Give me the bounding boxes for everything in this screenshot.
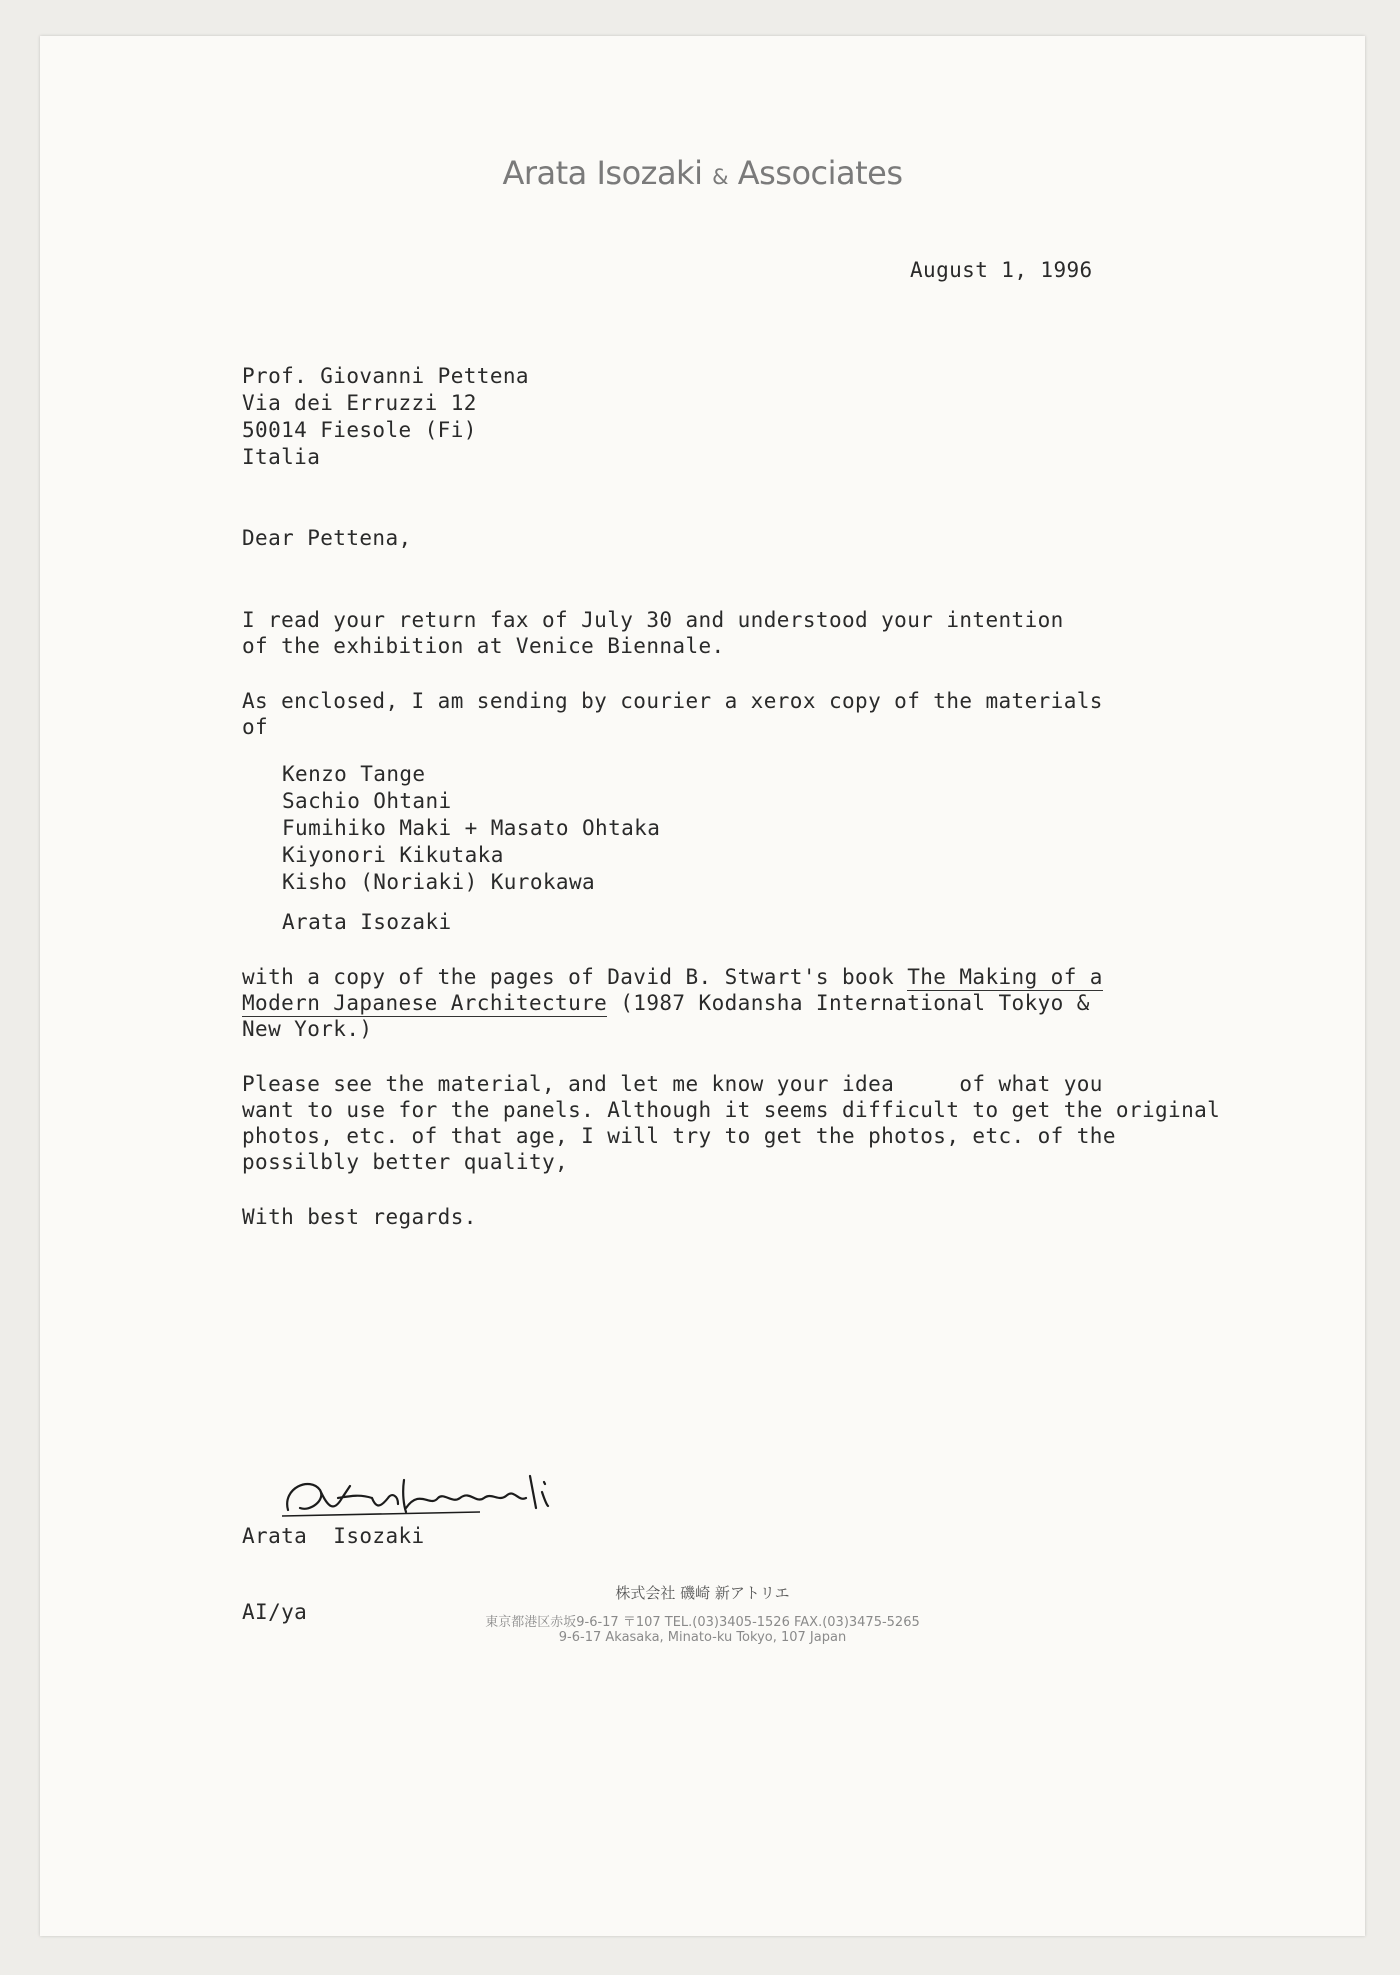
- text-segment: (1987 Kodansha International Tokyo &: [607, 991, 1090, 1015]
- text-line: of: [242, 715, 269, 739]
- text-line: want to use for the panels. Although it seems difficult to get the original: [242, 1098, 1221, 1122]
- footer-address-jp: 東京都港区赤坂9-6-17 〒107 TEL.(03)3405-1526 FAX.(03)3475-5265: [485, 1615, 920, 1630]
- list-item: Sachio Ohtani: [282, 789, 452, 813]
- list-item: Fumihiko Maki + Masato Ohtaka: [282, 816, 661, 840]
- salutation: Dear Pettena,: [242, 526, 412, 550]
- text-line: As enclosed, I am sending by courier a xerox copy of the materials: [242, 689, 1103, 713]
- address-line: 50014 Fiesole (Fi): [242, 418, 477, 442]
- signature-image: [280, 1468, 640, 1528]
- letterhead-name: Arata Isozaki: [502, 154, 703, 192]
- text-line: [242, 989, 1090, 1017]
- reference-initials: AI/ya: [242, 1600, 308, 1624]
- footer-company-jp: 株式会社 磯崎 新アトリエ: [615, 1584, 790, 1602]
- text-line: New York.): [242, 1017, 373, 1041]
- address-line: Via dei Erruzzi 12: [242, 391, 477, 415]
- list-item: Arata Isozaki: [282, 910, 452, 934]
- text-line: of the exhibition at Venice Biennale.: [242, 634, 725, 658]
- list-item: Kisho (Noriaki) Kurokawa: [282, 870, 596, 894]
- text-line: possilbly better quality,: [242, 1150, 569, 1174]
- letterhead-ampersand: &: [712, 165, 729, 189]
- address-line: Prof. Giovanni Pettena: [242, 364, 529, 388]
- text-line: [242, 963, 1103, 991]
- book-title-underlined: Modern Japanese Architecture: [242, 991, 608, 1015]
- text-line: I read your return fax of July 30 and understood your intention: [242, 608, 1064, 632]
- letter-page: [40, 36, 1365, 1936]
- address-line: Italia: [242, 445, 321, 469]
- signer-name: Arata Isozaki: [242, 1524, 425, 1548]
- footer-address-en: 9-6-17 Akasaka, Minato-ku Tokyo, 107 Japan: [558, 1630, 847, 1645]
- closing: With best regards.: [242, 1205, 477, 1229]
- letterhead-associates: Associates: [737, 154, 903, 192]
- list-item: Kiyonori Kikutaka: [282, 843, 504, 867]
- letter-date: August 1, 1996: [910, 258, 1093, 282]
- book-title-underlined: The Making of a: [907, 965, 1103, 989]
- list-item: Kenzo Tange: [282, 762, 426, 786]
- text-line: Please see the material, and let me know your idea of what you: [242, 1072, 1103, 1096]
- letterhead: [40, 154, 1365, 192]
- text-segment: with a copy of the pages of David B. Stwart's book: [242, 965, 908, 989]
- text-line: photos, etc. of that age, I will try to get the photos, etc. of the: [242, 1124, 1116, 1148]
